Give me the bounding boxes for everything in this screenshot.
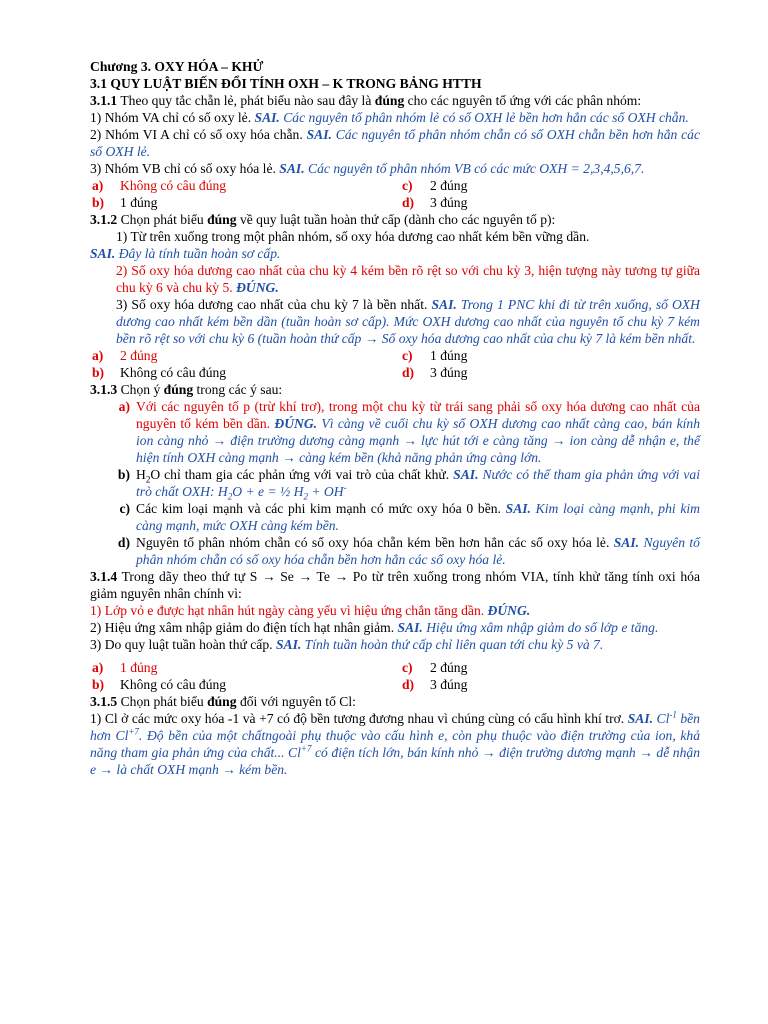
question-3-1-5-stem: 3.1.5 Chọn phát biểu đúng đối với nguyên tố Cl: (90, 694, 356, 709)
sai-label: SAI. (279, 161, 305, 176)
statement-2: 2) Hiệu ứng xâm nhập giảm do điện tích hạt nhân giảm. SAI. Hiệu ứng xâm nhập giảm do số lớp e tăng. (90, 620, 659, 635)
options-grid (90, 177, 700, 211)
question-number: 3.1.2 (90, 212, 118, 227)
option-d: d) 3 đúng (402, 195, 468, 210)
statement-3: 3) Số oxy hóa dương cao nhất của chu kỳ 7 là bền nhất. SAI. Trong 1 PNC khi đi từ trên xuống, số OXH dương cao nhất kém bền dần (tuần hoàn sơ cấp). Mức OXH dương cao nhất của nguyên tố chu kỳ 7 kém bền rõ rệt so với chu kỳ 6 (tuần hoàn thứ cấp → Số oxy hóa dương cao nhất của chu kỳ 7 là kém bền nhất. (116, 297, 700, 346)
question-3-1-4-stem: 3.1.4 Trong dãy theo thứ tự S → Se → Te → Po từ trên xuống trong nhóm VIA, tính khử tăng tính oxi hóa giảm nguyên nhân chính vì: (90, 569, 700, 601)
option-b: b) 1 đúng (92, 195, 158, 210)
sai-label: SAI. (275, 637, 302, 652)
options-grid (90, 347, 700, 381)
document-page (90, 58, 700, 778)
question-number: 3.1.1 (90, 93, 118, 108)
sai-label: SAI. (613, 535, 640, 550)
question-3-1-3-stem: 3.1.3 Chọn ý đúng trong các ý sau: (90, 382, 283, 397)
statement-1: 1) Lớp vỏ e được hạt nhân hút ngày càng yếu vì hiệu ứng chắn tăng dần. ĐÚNG. (90, 603, 531, 618)
statement-3: 3) Nhóm VB chỉ có số oxy hóa lẻ. SAI. Các nguyên tố phân nhóm VB có các mức OXH = 2,3,4,5,6,7. (90, 161, 645, 176)
option-d: d) 3 đúng (402, 365, 468, 380)
statement-2: 2) Số oxy hóa dương cao nhất của chu kỳ 4 kém bền rõ rệt so với chu kỳ 3, hiện tượng này tương tự giữa chu kỳ 6 và chu kỳ 5. ĐÚNG. (116, 263, 700, 295)
option-c: c) 1 đúng (402, 348, 468, 363)
statement-1: 1) Nhóm VA chỉ có số oxy lẻ. SAI. Các nguyên tố phân nhóm lẻ có số OXH lẻ bền hơn hẳn các số OXH chẵn. (90, 110, 689, 125)
question-number: 3.1.5 (90, 694, 118, 709)
option-a: a) Không có câu đúng (92, 178, 227, 193)
dung-label: ĐÚNG. (487, 603, 531, 618)
choice-b: b) $H_2O$ chỉ tham gia các phản ứng với vai trò của chất khử. SAI. Nước có thể tham gia phản ứng với vai trò chất OXH: $H_2O + e$ = ½ $H_2 + OH^-$ (117, 467, 700, 502)
question-3-1-1-stem: 3.1.1 Theo quy tắc chẵn lẻ, phát biểu nào sau đây là đúng cho các nguyên tố ứng với các phân nhóm: (90, 93, 642, 108)
option-a: a) 1 đúng (92, 660, 158, 675)
sai-label: SAI. (453, 467, 479, 482)
statement-2: 2) Nhóm VI A chỉ có số oxy hóa chẵn. SAI. Các nguyên tố phân nhóm chẵn có số OXH chẵn bền hơn hẳn các số OXH lẻ. (90, 127, 700, 159)
sai-label: SAI. (254, 110, 280, 125)
option-b: b) Không có câu đúng (92, 677, 227, 692)
choice-d: d) Nguyên tố phân nhóm chẵn có số oxy hóa chẵn kém bền hơn hẳn các số oxy hóa lẻ. SAI. Nguyên tố phân nhóm chẵn có số oxy hóa chẵn bền hơn hẳn các số oxy hóa lẻ. (117, 535, 700, 567)
choice-a: a) Với các nguyên tố p (trừ khí trơ), trong một chu kỳ từ trái sang phải số oxy hóa dương cao nhất của nguyên tố kém bền dần. ĐÚNG. Vì càng về cuối chu kỳ số OXH dương cao nhất càng cao, bán kính ion càng nhỏ → điện trường dương càng mạnh → lực hút tới e càng tăng → ion càng dễ nhận e, thể hiện tính OXH càng mạnh → càng kém bền (khả năng phản ứng càng lớn. (118, 399, 700, 465)
sai-label: SAI. (505, 501, 531, 516)
question-3-1-2-stem: 3.1.2 Chọn phát biểu đúng về quy luật tuần hoàn thứ cấp (dành cho các nguyên tố p): (90, 212, 556, 227)
statement-3: 3) Do quy luật tuần hoàn thứ cấp. SAI. Tính tuần hoàn thứ cấp chỉ liên quan tới chu kỳ 5 và 7. (90, 637, 604, 652)
statement-1-explanation: SAI. Đây là tính tuần hoàn sơ cấp. (90, 246, 281, 261)
sai-label: SAI. (90, 246, 116, 261)
option-c: c) 2 đúng (402, 178, 468, 193)
option-b: b) Không có câu đúng (92, 365, 227, 380)
sai-label: SAI. (627, 711, 654, 726)
dung-label: ĐÚNG. (236, 280, 279, 295)
options-grid (90, 659, 700, 693)
statement-1: 1) Cl ở các mức oxy hóa -1 và +7 có độ bền tương đương nhau vì chúng cùng có cấu hình khí trơ. SAI. $Cl^{-1}$ bền hơn $Cl^{+7}$. Độ bền của một chấtngoài phụ thuộc vào cấu hình e, còn phụ thuộc vào điện trường của ion, khả năng tham gia phản ứng của chất... $Cl^{+7}$ có điện tích lớn, bán kính nhỏ → điện trường dương mạnh → dễ nhận e → là chất OXH mạnh → kém bền. (90, 709, 700, 777)
question-number: 3.1.4 (90, 569, 118, 584)
option-d: d) 3 đúng (402, 677, 468, 692)
question-number: 3.1.3 (90, 382, 118, 397)
sai-label: SAI. (397, 620, 423, 635)
dung-label: ĐÚNG. (274, 416, 318, 431)
sai-label: SAI. (431, 297, 457, 312)
statement-1: 1) Từ trên xuống trong một phân nhóm, số oxy hóa dương cao nhất kém bền vững dần. (116, 229, 590, 244)
choice-c: c) Các kim loại mạnh và các phi kim mạnh có mức oxy hóa 0 bền. SAI. Kim loại càng mạnh, phi kim càng mạnh, mức OXH càng kém bền. (119, 501, 700, 533)
sai-label: SAI. (306, 127, 332, 142)
option-a: a) 2 đúng (92, 348, 158, 363)
chapter-title: Chương 3. OXY HÓA – KHỬ (90, 59, 264, 74)
section-title: 3.1 QUY LUẬT BIẾN ĐỔI TÍNH OXH – K TRONG BẢNG HTTH (90, 76, 482, 91)
option-c: c) 2 đúng (402, 660, 468, 675)
